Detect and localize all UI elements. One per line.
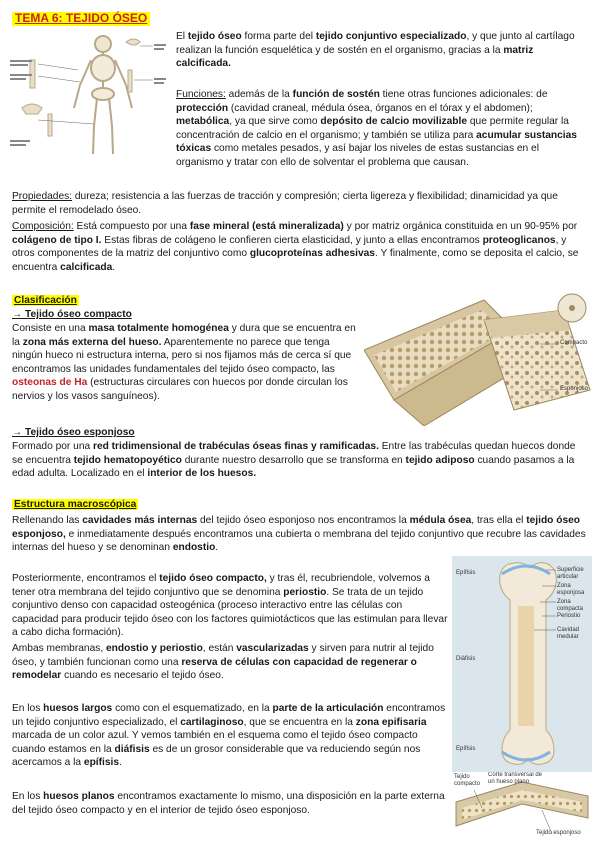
classification-heading: Clasificación xyxy=(14,295,77,306)
label-diafisis: Diáfisis xyxy=(456,656,476,662)
functions-paragraph: Funciones: además de la función de sostén tiene otras funciones adicionales: de protección (cavidad craneal, médula ósea, órganos en el tórax y el abdomen); metabólica, ya que sirve como depósito de calcio movilizable que permite regular la concentración de calcio en el organismo; y también se utiliza para acumular sustancias tóxicas como metales pesados, y así bajar los niveles de estas sustancias en el organismo y tratar con ello de solventar el problema que causan. xyxy=(176,89,577,168)
flat-bone-figure xyxy=(452,772,592,844)
callout-1: Zona esponjosa xyxy=(557,583,585,596)
skeleton-illustration xyxy=(8,30,168,160)
macroscopic-structure-heading: Estructura macroscópica xyxy=(14,499,137,510)
structure-paragraph-1: Rellenando las cavidades más internas del tejido óseo esponjoso nos encontramos la médula ósea, tras ella el tejido óseo esponjoso, e inmediatamente después encontramos una cubierta o membrana del tejido conjuntivo que recubre las cavidades internas del hueso y se denominan endostio. xyxy=(12,515,586,554)
label-compact: Compacto xyxy=(560,340,588,346)
spongy-bone-paragraph: Formado por una red tridimensional de trabéculas óseas finas y ramificadas. Entre las trabéculas quedan huecos donde se encuentra tejido hematopoyético durante nuestro desarrollo que se transforma en tejido adiposo cuando pasamos a la edad adulta. Localizado en el interior de los huesos. xyxy=(12,441,576,480)
composition-paragraph: Composición: Está compuesto por una fase mineral (está mineralizada) y por matriz orgánica constituida en un 90-95% por colágeno de tipo I. Estas fibras de colágeno le confieren cierta elasticidad, y junto a ellas encontramos proteoglicanos, y otros componentes de la matriz del conjuntivo como glucoproteínas adhesivas. Y finalmente, como se deposita el calcio, se encuentra calcificada. xyxy=(12,221,579,273)
intro-paragraph: El tejido óseo forma parte del tejido conjuntivo especializado, y que junto al cartílago realizan la función esquelética y de sostén en el organismo, gracias a la matriz calcificada. xyxy=(176,31,575,70)
structure-paragraph-5: En los huesos planos encontramos exactamente lo mismo, una disposición en la parte externa del tejido óseo compacto y en el interior de tejido óseo esponjoso. xyxy=(12,791,445,816)
compact-bone-heading: → Tejido óseo compacto xyxy=(12,309,132,320)
callout-0: Superficie articular xyxy=(557,567,584,580)
label-flat-spongy: Tejido esponjoso xyxy=(536,830,581,836)
structure-paragraph-3: Ambas membranas, endostio y periostio, están vascularizadas y sirven para nutrir al tejido óseo, y también funcionan como una reserva de células con capacidad de regenerar o remodelar cuando es necesario el tejido óseo. xyxy=(12,643,434,682)
properties-label: Propiedades: xyxy=(12,191,73,202)
compact-bone-paragraph: Consiste en una masa totalmente homogénea y dura que se encuentra en la zona más externa del hueso. Aparentemente no parece que tenga ningún hueco ni estructura interna, pero si nos fijamos más de cerca sí que encontramos las unidades fundamentales del tejido óseo compacto, las osteonas de Ha (estructuras circulares con huecos por donde circulan los nervios y los vasos sanguíneos). xyxy=(12,323,356,402)
structure-paragraph-2: Posteriormente, encontramos el tejido óseo compacto, y tras él, recubriendole, volvemos a tener otra membrana del tejido conjuntivo que se denomina periostio. Se trata de un tejido conjuntivo denso con capacidad osteogénica (proceso interactivo entre las células con capacidad para producir tejido óseo con los factores quimiotácticos que las estimulan para llevar a cabo dicha formación). xyxy=(12,573,448,639)
bone-section-figure xyxy=(364,290,592,426)
callout-3: Periostio xyxy=(557,613,581,619)
page-title: TEMA 6: TEJIDO ÓSEO xyxy=(12,12,150,26)
flat-bone-caption: Corte transversal de un hueso plano xyxy=(488,772,543,785)
long-bone-figure xyxy=(452,556,592,772)
bone-section-illustration xyxy=(364,290,592,426)
callout-4: Cavidad medular xyxy=(557,627,580,640)
label-epifisis-bottom: Epífisis xyxy=(456,746,476,752)
label-epifisis-top: Epífisis xyxy=(456,570,476,576)
structure-paragraph-4: En los huesos largos como con el esquematizado, en la parte de la articulación encontramos un tejido conjuntivo especializado, el cartilaginoso, que se encuentra en la zona epifisaria marcada de un color azul. Y vemos también en el esquema como el tejido óseo compacto cuando estamos en la diáfisis es de un grosor considerable que va reduciendo según nos acercamos a la epífisis. xyxy=(12,703,446,769)
callout-2: Zona compacta xyxy=(557,599,584,612)
skeleton-figure xyxy=(8,30,168,160)
label-spongy: Esponjoso xyxy=(560,386,589,392)
label-flat-compact: Tejido compacto xyxy=(454,774,481,787)
properties-paragraph: Propiedades: dureza; resistencia a las fuerzas de tracción y compresión; cierta ligereza y flexibilidad; dinamicidad ya que permite el remodelado óseo. xyxy=(12,191,558,216)
spongy-bone-heading: → Tejido óseo esponjoso xyxy=(12,427,135,438)
composition-label: Composición: xyxy=(12,221,74,232)
functions-label: Funciones: xyxy=(176,89,226,100)
